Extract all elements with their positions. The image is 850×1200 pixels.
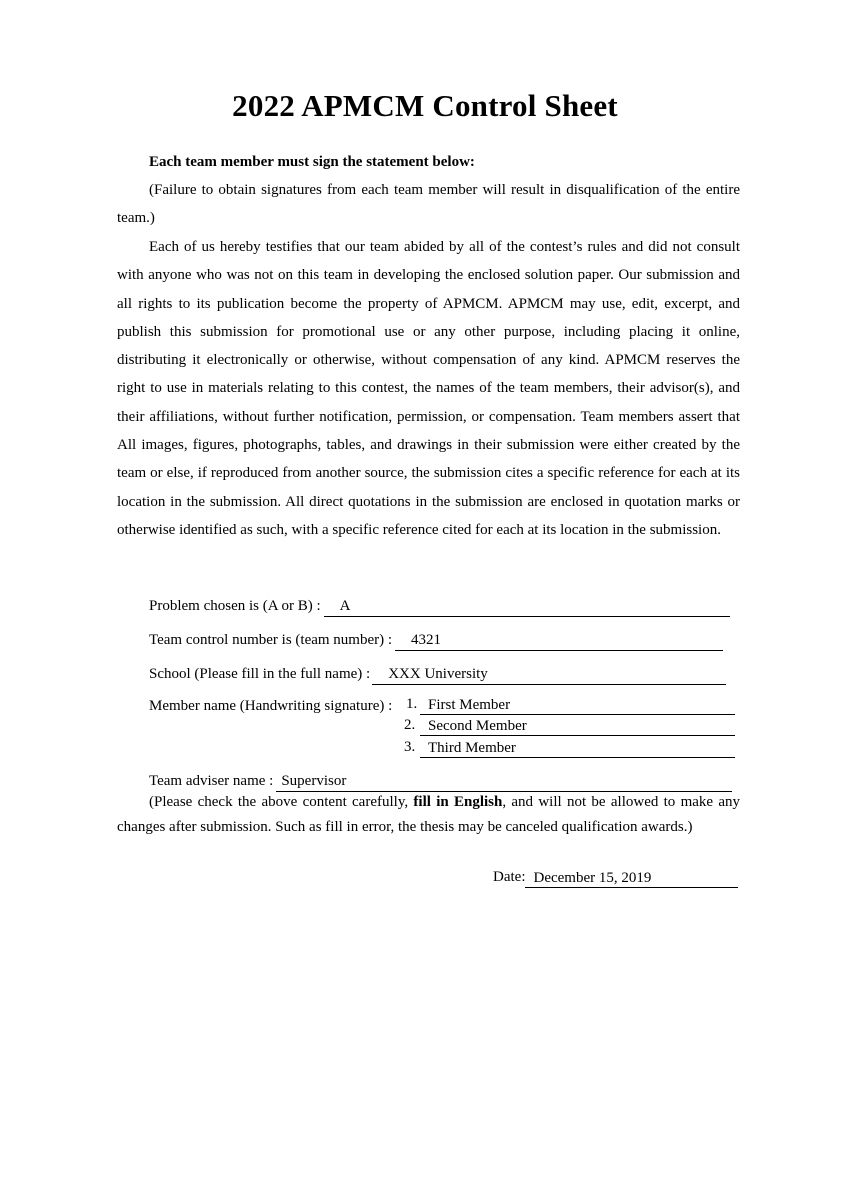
member-label: Member name (Handwriting signature) :	[149, 698, 393, 714]
adviser-label: Team adviser name :	[149, 773, 274, 789]
check-note-after: , and will not be allowed to make any changes after submission. Such as fill in error, the thesis may be canceled qualification awards.)	[117, 794, 741, 835]
problem-field-row	[149, 593, 730, 617]
date-row	[493, 866, 738, 888]
testimony-paragraph: Each of us hereby testifies that our team abided by all of the contest’s rules and did not consult with anyone who was not on this team in developing the enclosed solution paper. Our submission and all rights to its publication become the property of APMCM. APMCM may use, edit, excerpt, and publish this submission for promotional use or any other purpose, including placing it online, distributing it electronically or otherwise, without compensation of any kind. APMCM reserves the right to use in materials relating to this contest, the names of the team members, their advisor(s), and their affiliations, without further notification, permission, or compensation. Team members assert that All images, figures, photographs, tables, and drawings in their submission were either created by the team or else, if reproduced from another source, the submission cites a specific reference for each at its location in the submission. All direct quotations in the submission are enclosed in quotation marks or otherwise identified as such, with a specific reference cited for each at its location in the submission.	[117, 239, 740, 538]
team-number-field-row	[149, 627, 723, 651]
team-number-field[interactable]	[395, 629, 723, 651]
member-number-1: 1.	[406, 696, 418, 712]
member-label-row	[149, 693, 392, 717]
team-number-value: 4321	[411, 632, 442, 648]
school-label: School (Please fill in the full name) :	[149, 666, 371, 682]
check-note	[117, 790, 740, 839]
school-value: XXX University	[388, 666, 488, 682]
school-field-row	[149, 661, 726, 685]
problem-field[interactable]	[324, 595, 730, 617]
team-number-label: Team control number is (team number) :	[149, 632, 393, 648]
member-name-1: First Member	[428, 697, 511, 713]
adviser-field[interactable]	[276, 770, 732, 792]
member-name-field-2[interactable]	[420, 716, 735, 736]
page-title: 2022 APMCM Control Sheet	[232, 88, 618, 123]
problem-label: Problem chosen is (A or B) :	[149, 598, 321, 614]
school-field[interactable]	[372, 663, 726, 685]
member-name-field-1[interactable]	[420, 695, 735, 715]
member-number-2: 2.	[404, 717, 416, 733]
adviser-value: Supervisor	[281, 773, 347, 789]
check-note-bold: fill in English	[413, 794, 503, 810]
member-number-3: 3.	[404, 739, 416, 755]
member-name-2: Second Member	[428, 718, 527, 734]
date-value: December 15, 2019	[533, 870, 652, 886]
statement-heading: Each team member must sign the statement below:	[149, 154, 475, 170]
check-note-before: (Please check the above content carefully,	[149, 794, 409, 810]
problem-value: A	[339, 598, 351, 614]
failure-note: (Failure to obtain signatures from each team member will result in disqualification of the entire team.)	[117, 182, 740, 227]
adviser-field-row	[149, 768, 732, 792]
date-label: Date:	[493, 869, 526, 885]
date-field[interactable]	[525, 866, 738, 888]
member-name-field-3[interactable]	[420, 738, 735, 758]
member-name-3: Third Member	[428, 740, 516, 756]
